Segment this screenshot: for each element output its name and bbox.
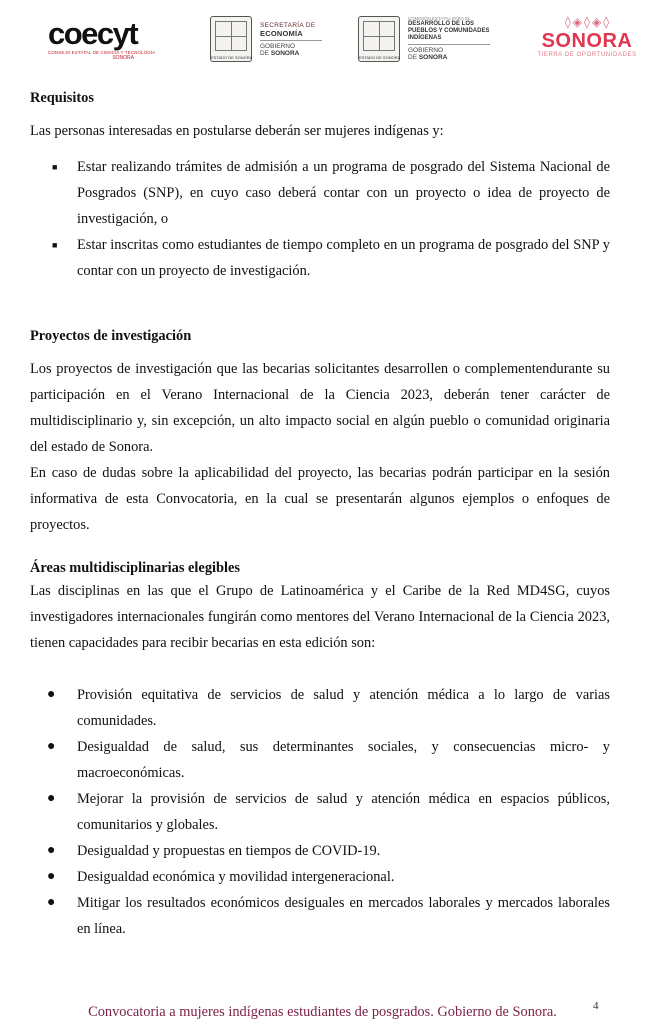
seal-caption: ESTADO DE SONORA xyxy=(359,55,401,60)
areas-list xyxy=(30,682,610,942)
list-item: ■ Estar realizando trámites de admisión a un programa de posgrado del Sistema Nacional de Posgrados (SNP), en cuyo caso deberá contar con un proyecto o idea de proyecto de investigación, o xyxy=(30,154,610,232)
requisitos-list xyxy=(30,154,610,284)
bullet-icon: ● xyxy=(47,843,56,858)
areas-heading: Áreas multidisciplinarias elegibles xyxy=(30,560,240,576)
requisitos-intro: Las personas interesadas en postularse deberán ser mujeres indígenas y: xyxy=(30,123,444,139)
requisitos-heading: Requisitos xyxy=(30,90,94,106)
sonora-logo xyxy=(532,14,642,70)
pueblos-line2: DESARROLLO DE LOS xyxy=(408,21,475,27)
economia-line1: SECRETARÍA DE xyxy=(260,22,316,29)
economia-de: DE xyxy=(260,50,270,57)
areas-intro: Las disciplinas en las que el Grupo de Latinoamérica y el Caribe de la Red MD4SG, cuyos investigadores internacionales fungirán como mentores del Verano Internacional de la Ciencia 2023, tienen capacidades para recibir becarias en esta edición son: xyxy=(30,583,610,651)
proyectos-heading: Proyectos de investigación xyxy=(30,328,192,344)
economia-line3: GOBIERNO xyxy=(260,43,296,50)
economia-logo xyxy=(260,22,322,57)
page-header xyxy=(0,0,645,80)
list-item: ● Desigualdad de salud, sus determinantes sociales, y consecuencias micro- y macroeconómicas. xyxy=(30,734,610,786)
page-number: 4 xyxy=(593,1000,599,1012)
sonora-tagline: TIERRA DE OPORTUNIDADES xyxy=(537,52,637,58)
economia-line2: ECONOMÍA xyxy=(260,29,303,38)
proyectos-paragraph-2: En caso de dudas sobre la aplicabilidad del proyecto, las becarias podrán participar en la sesión informativa de esta Convocatoria, en la cual se presentarán algunos ejemplos o enfoques de proyectos. xyxy=(30,465,610,533)
economia-sonora: SONORA xyxy=(270,50,300,57)
sonora-wordmark: SONORA xyxy=(541,30,633,52)
state-seal-icon xyxy=(358,16,400,62)
list-item: ● Desigualdad y propuestas en tiempos de COVID-19. xyxy=(30,838,610,864)
pueblos-line1: COMISIÓN ESTATAL PARA EL xyxy=(408,16,471,21)
coecyt-tagline: CONSEJO ESTATAL DE CIENCIA Y TECNOLOGÍA xyxy=(48,50,156,55)
pueblos-line5: GOBIERNO xyxy=(408,47,444,54)
pueblos-sonora: SONORA xyxy=(418,54,448,61)
square-bullet-icon: ■ xyxy=(52,240,58,250)
proyectos-paragraph-1: Los proyectos de investigación que las becarias solicitantes desarrollen o complementendurante su participación en el Verano Internacional de la Ciencia 2023, deberán tener carácter de multidisciplinario y, sin excepción, un alto impacto social en algún pueblo o comunidad originaria del estado de Sonora. xyxy=(30,361,610,455)
state-seal-icon xyxy=(210,16,252,62)
document-body xyxy=(30,88,610,942)
list-item: ● Mejorar la provisión de servicios de salud y atención médica en espacios públicos, comunitarios y globales. xyxy=(30,786,610,838)
pueblos-logo xyxy=(408,16,490,61)
seal-caption: ESTADO DE SONORA xyxy=(211,55,253,60)
coecyt-sub: SONORA xyxy=(112,55,134,61)
page-footer: Convocatoria a mujeres indígenas estudiantes de posgrados. Gobierno de Sonora. xyxy=(88,1004,557,1020)
pueblos-line4: INDÍGENAS xyxy=(408,35,442,41)
bullet-icon: ● xyxy=(47,687,56,702)
coecyt-wordmark: coecyt xyxy=(48,16,138,51)
bullet-icon: ● xyxy=(47,791,56,806)
bullet-icon: ● xyxy=(47,895,56,910)
list-item: ● Mitigar los resultados económicos desiguales en mercados laborales y mercados laborales en línea. xyxy=(30,890,610,942)
square-bullet-icon: ■ xyxy=(52,162,58,172)
list-item: ● Provisión equitativa de servicios de salud y atención médica a lo largo de varias comunidades. xyxy=(30,682,610,734)
pueblos-de: DE xyxy=(408,54,418,61)
list-item: ■ Estar inscritas como estudiantes de tiempo completo en un programa de posgrado del SNP y contar con un proyecto de investigación. xyxy=(30,232,610,284)
coecyt-logo xyxy=(48,18,174,64)
bullet-icon: ● xyxy=(47,869,56,884)
pueblos-line3: PUEBLOS Y COMUNIDADES xyxy=(408,28,490,34)
bullet-icon: ● xyxy=(47,739,56,754)
list-item: ● Desigualdad económica y movilidad intergeneracional. xyxy=(30,864,610,890)
sonora-pattern-icon: ◊ ◈ ◊ ◈ ◊ xyxy=(564,15,610,29)
